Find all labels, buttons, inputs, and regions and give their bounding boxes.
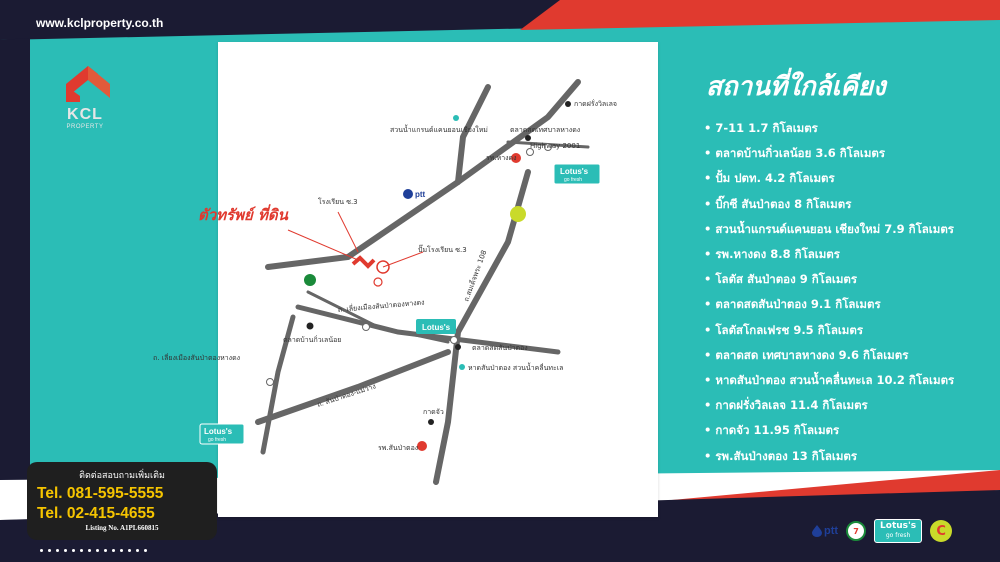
- label-market-mid: ตลาดสดสันป่าตอง: [472, 344, 528, 352]
- lotus-top-label: Lotus's: [560, 167, 589, 176]
- label-waterpark: สวนน้ำแกรนด์แคนยอนเชียงใหม่: [390, 126, 488, 134]
- poi-hosp-low-marker: [417, 441, 427, 451]
- map-panel[interactable]: [153, 42, 658, 517]
- label-road-bypass: ถ. เลี่ยงเมืองสันป่าตองหางดง: [153, 354, 241, 362]
- lotus-logo-text: Lotus's: [880, 521, 917, 531]
- lotus-badge-bottom: [200, 424, 244, 444]
- lotus-bottom-sub: go fresh: [208, 437, 227, 443]
- lotus-bottom-label: Lotus's: [204, 427, 233, 436]
- site-url[interactable]: www.kclproperty.co.th: [36, 16, 164, 30]
- lotus-logo-sub: go fresh: [885, 532, 911, 539]
- ptt-map-label: ptt: [415, 190, 426, 199]
- nearby-places-list: [704, 116, 954, 469]
- ptt-drop-icon: [812, 525, 822, 537]
- property-label: ตัวทรัพย์ ที่ดิน: [198, 206, 288, 224]
- label-kad-low: กาดจัว: [423, 408, 444, 416]
- poi-market-mid-marker: [455, 344, 461, 350]
- nearby-place-item: • ตลาดสด เทศบาลหางดง 9.6 กิโลเมตร: [704, 343, 954, 368]
- nearby-place-item: • สวนน้ำแกรนด์แคนยอน เชียงใหม่ 7.9 กิโลเมตร: [704, 217, 954, 242]
- poi-beach-marker: [459, 364, 465, 370]
- brand-bar: [812, 517, 952, 545]
- nearby-place-item: • กาดจัว 11.95 กิโลเมตร: [704, 418, 954, 443]
- lotus-top-sub: go fresh: [564, 177, 583, 183]
- nearby-title: สถานที่ใกล้เคียง: [706, 72, 886, 102]
- label-market-left: ตลาดบ้านกิ่วเลน้อย: [283, 336, 342, 344]
- ptt-logo: [812, 525, 838, 537]
- poi-ptt-marker: [403, 189, 413, 199]
- lotus-badge-mid: [416, 319, 456, 334]
- nearby-place-item: • กาดฝรั่งวิลเลจ 11.4 กิโลเมตร: [704, 393, 954, 418]
- label-road-108: ถ.สมเด็จพระ 108: [462, 249, 489, 303]
- nearby-place-item: • บิ๊กซี สันป่าตอง 8 กิโลเมตร: [704, 192, 954, 217]
- junction-right: [451, 337, 458, 344]
- nearby-place-item: • ตลาดสดสันป่าตอง 9.1 กิโลเมตร: [704, 292, 954, 317]
- contact-label: ติดต่อสอบถามเพิ่มเติม: [79, 471, 165, 481]
- road-sanpatong-maewang: [258, 352, 448, 422]
- label-school3: โรงเรียน ซ.3: [318, 198, 358, 206]
- label-kad-top: กาดฝรั่งวิลเลจ: [574, 100, 617, 108]
- listing-number: Listing No. A1PL660815: [85, 524, 159, 532]
- contact-card: [27, 462, 217, 540]
- poi-market-left-marker: [307, 323, 314, 330]
- phone-number-1[interactable]: Tel. 081-595-5555: [37, 485, 164, 502]
- nearby-place-item: • รพ.หางดง 8.8 กิโลเมตร: [704, 242, 954, 267]
- label-beach: หาดสันป่าตอง สวนน้ำคลื่นทะเล: [468, 364, 564, 372]
- poi-kad-top-marker: [565, 101, 571, 107]
- bigc-logo: C: [930, 520, 952, 542]
- label-hosp-low: รพ.สันป่าตอง: [378, 444, 419, 452]
- nearby-place-item: • ตลาดบ้านกิ่วเลน้อย 3.6 กิโลเมตร: [704, 141, 954, 166]
- poi-market-top-marker: [525, 135, 531, 141]
- nearby-place-item: • รพ.สันป่างตอง 13 กิโลเมตร: [704, 444, 954, 469]
- lotus-badge-top: [554, 164, 600, 184]
- lotus-logo: [874, 519, 922, 543]
- junction-mid: [363, 324, 370, 331]
- logo-name: KCL: [67, 106, 103, 123]
- poi-kad-low-marker: [428, 419, 434, 425]
- phone-number-2[interactable]: Tel. 02-415-4655: [37, 505, 155, 522]
- label-market-top: ตลาดสดเทศบาลหางดง: [510, 126, 581, 134]
- decorative-dots: [40, 549, 147, 552]
- road-main-diagonal: [268, 182, 458, 267]
- nearby-place-item: • โลตัสโกลเฟรช 9.5 กิโลเมตร: [704, 318, 954, 343]
- junction-left: [267, 379, 274, 386]
- poi-markers: [267, 101, 572, 451]
- nearby-place-item: • 7-11 1.7 กิโลเมตร: [704, 116, 954, 141]
- logo-text: [62, 106, 108, 130]
- nearby-place-item: • โลตัส สันป่าตอง 9 กิโลเมตร: [704, 267, 954, 292]
- seven-eleven-logo: 7: [846, 521, 866, 541]
- poi-bigc-marker: [510, 206, 526, 222]
- logo-sub: PROPERTY: [66, 124, 104, 130]
- label-road-khong-mae: ถ. เลี่ยงเมืองสันป่าตองหางดง: [337, 298, 425, 314]
- lotus-mid-label: Lotus's: [422, 323, 451, 332]
- ptt-text: ptt: [824, 525, 839, 537]
- label-hosp-top: รพ.หางดง: [486, 154, 517, 162]
- label-highway-2001: Highway 2001: [530, 142, 581, 150]
- location-map[interactable]: [153, 42, 658, 517]
- label-school3-gate: ปั๊มโรงเรียน ซ.3: [418, 246, 467, 254]
- label-road-sanpatong: ถ. สันป่าตอง-แม่วาง: [316, 382, 377, 409]
- nearby-place-item: • หาดสันป่าตอง สวนน้ำคลื่นทะเล 10.2 กิโลเมตร: [704, 368, 954, 393]
- poi-seven-marker: [304, 274, 316, 286]
- poi-waterpark-marker: [453, 115, 459, 121]
- nearby-place-item: • ปั้ม ปตท. 4.2 กิโลเมตร: [704, 166, 954, 191]
- kcl-logo-icon: [58, 62, 118, 107]
